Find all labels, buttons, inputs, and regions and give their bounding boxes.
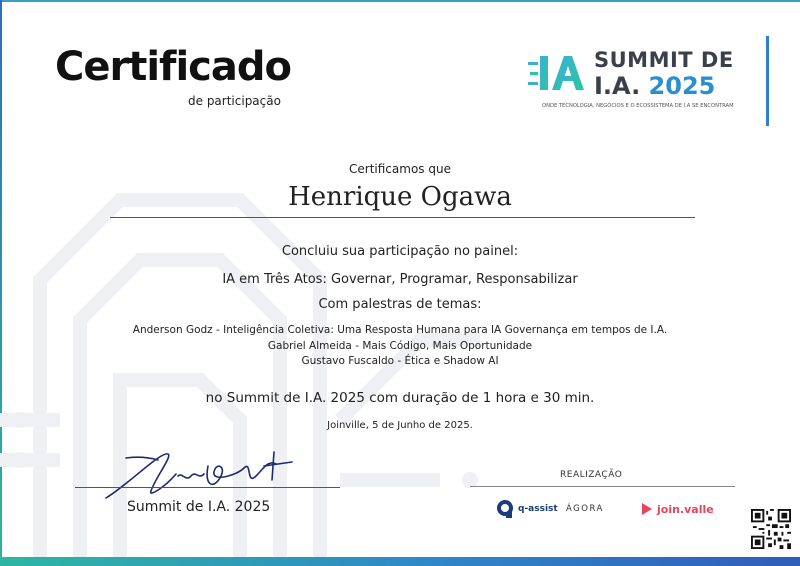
name-underline — [110, 217, 695, 218]
logo-tagline: ONDE TECNOLOGIA, NEGÓCIOS E O ECOSSISTEMA DE I.A SE ENCONTRAM — [542, 103, 734, 109]
participant-name: Henrique Ogawa — [288, 182, 512, 212]
intro-text: Certificamos que — [349, 162, 451, 176]
panel-title: IA em Três Atos: Governar, Programar, Responsabilizar — [222, 272, 578, 287]
bottom-gradient-band — [0, 557, 800, 566]
certificate-title: Certificado — [55, 44, 291, 90]
signature-image — [96, 446, 306, 506]
qassist-name: q-assist — [518, 504, 558, 514]
logo-accent-bar — [766, 36, 769, 126]
realizacao-label: REALIZAÇÃO — [560, 470, 623, 480]
talks-label: Com palestras de temas: — [318, 297, 482, 312]
sponsor-agora — [566, 497, 604, 521]
signature-caption: Summit de I.A. 2025 — [127, 499, 271, 515]
sponsor-qassist — [494, 497, 558, 521]
logo-line-ia — [594, 72, 715, 100]
top-edge-stripe — [0, 0, 800, 2]
sponsor-joinvalle — [640, 497, 714, 521]
event-summary: no Summit de I.A. 2025 com duração de 1 hora e 30 min. — [205, 390, 595, 406]
talk-item: Gustavo Fuscaldo - Ética e Shadow AI — [301, 355, 499, 367]
certificate-subtitle: de participação — [188, 94, 281, 108]
logo-line-summit: SUMMIT DE — [594, 48, 734, 72]
talk-item: Anderson Godz - Inteligência Coletiva: Uma Resposta Humana para IA Governança em tempos de I.A. — [132, 324, 668, 336]
agora-name: ÁGORA — [566, 504, 604, 514]
place-date: Joinville, 5 de Junho de 2025. — [327, 420, 473, 431]
realizacao-divider — [470, 486, 735, 487]
joinvalle-name: join.valle — [657, 502, 714, 516]
joinvalle-logo-icon — [640, 501, 654, 517]
summit-logo — [526, 46, 776, 116]
qr-code-icon — [751, 509, 791, 549]
logo-ia-prefix: I.A. — [594, 72, 649, 100]
signature-line — [75, 487, 340, 488]
summit-ia-mark-icon — [526, 50, 588, 96]
completion-text: Concluiu sua participação no painel: — [281, 244, 519, 259]
qassist-logo-icon — [494, 498, 516, 520]
logo-year: 2025 — [648, 72, 716, 100]
talk-item: Gabriel Almeida - Mais Código, Mais Oportunidade — [267, 340, 533, 352]
